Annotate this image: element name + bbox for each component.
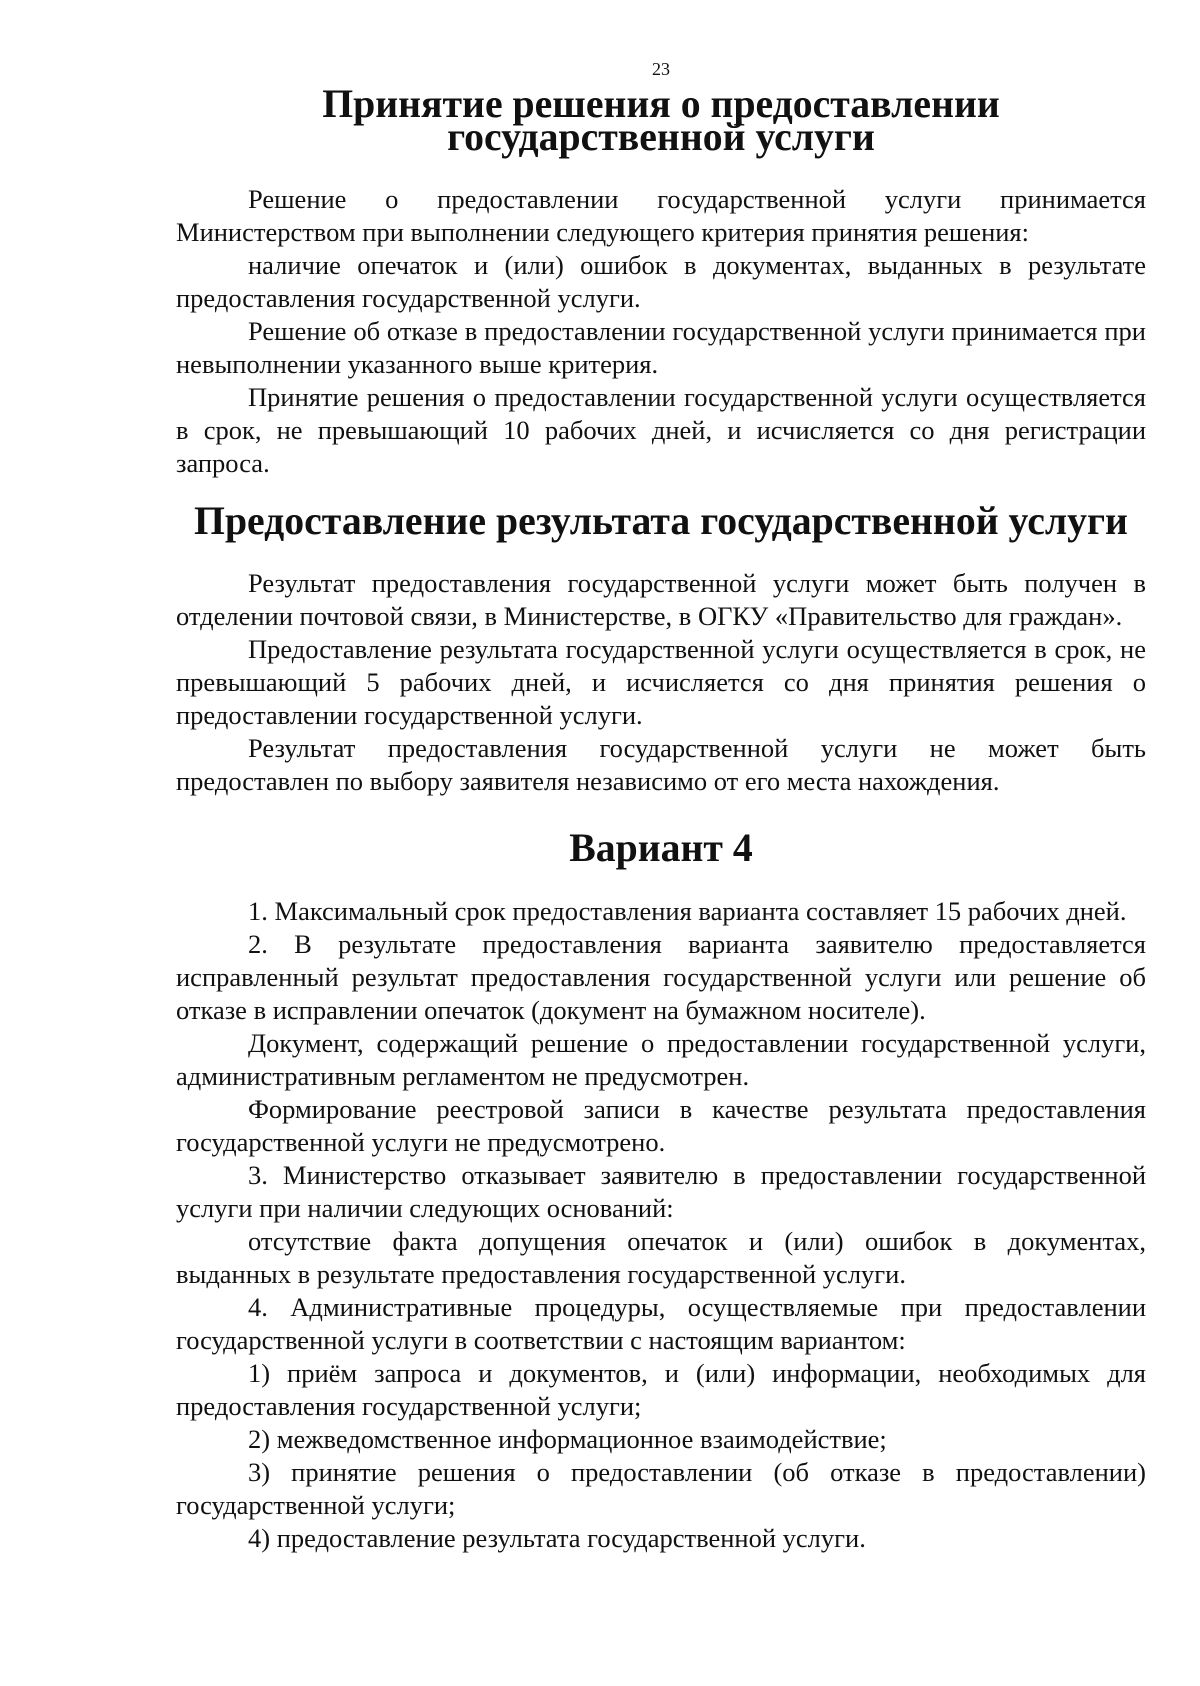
paragraph: 4. Административные процедуры, осуществляемые при предоставлении государственной услуги в соответствии с настоящим вариантом: <box>176 1292 1146 1355</box>
section-variant-4 <box>176 826 1146 1555</box>
section-result <box>176 499 1146 798</box>
section-decision <box>176 82 1146 480</box>
paragraph: Результат предоставления государственной услуги не может быть предоставлен по выбору заявителя независимо от его места нахождения. <box>176 733 1146 796</box>
list-item: 4) предоставление результата государственной услуги. <box>248 1523 866 1553</box>
paragraph: наличие опечаток и (или) ошибок в документах, выданных в результате предоставления государственной услуги. <box>176 250 1146 313</box>
paragraph: Результат предоставления государственной услуги может быть получен в отделении почтовой связи, в Министерстве, в ОГКУ «Правительство для граждан». <box>176 568 1146 631</box>
list-item: 1) приём запроса и документов, и (или) информации, необходимых для предоставления государственной услуги; <box>176 1358 1146 1421</box>
section-heading-variant-4: Вариант 4 <box>569 826 753 870</box>
section-heading-decision: Принятие решения о предоставлении государственной услуги <box>322 82 1000 159</box>
paragraph: Формирование реестровой записи в качестве результата предоставления государственной услуги не предусмотрено. <box>176 1094 1146 1157</box>
paragraph: Решение о предоставлении государственной услуги принимается Министерством при выполнении следующего критерия принятия решения: <box>176 184 1146 247</box>
paragraph: Принятие решения о предоставлении государственной услуги осуществляется в срок, не превышающий 10 рабочих дней, и исчисляется со дня регистрации запроса. <box>176 382 1146 478</box>
paragraph: Решение об отказе в предоставлении государственной услуги принимается при невыполнении указанного выше критерия. <box>176 316 1146 379</box>
section-heading-result: Предоставление результата государственной услуги <box>194 499 1128 543</box>
paragraph: Документ, содержащий решение о предоставлении государственной услуги, административным регламентом не предусмотрен. <box>176 1028 1146 1091</box>
paragraph: отсутствие факта допущения опечаток и (или) ошибок в документах, выданных в результате предоставления государственной услуги. <box>176 1226 1146 1289</box>
list-item: 3) принятие решения о предоставлении (об отказе в предоставлении) государственной услуги; <box>176 1457 1146 1520</box>
list-item: 2) межведомственное информационное взаимодействие; <box>248 1424 887 1454</box>
paragraph: 3. Министерство отказывает заявителю в предоставлении государственной услуги при наличии следующих оснований: <box>176 1160 1146 1223</box>
paragraph: 1. Максимальный срок предоставления варианта составляет 15 рабочих дней. <box>248 896 1127 926</box>
document-page <box>176 58 1146 1555</box>
paragraph: 2. В результате предоставления варианта заявителю предоставляется исправленный результат предоставления государственной услуги или решение об отказе в исправлении опечаток (документ на бумажном носителе). <box>176 929 1146 1025</box>
paragraph: Предоставление результата государственной услуги осуществляется в срок, не превышающий 5 рабочих дней, и исчисляется со дня принятия решения о предоставлении государственной услуги. <box>176 634 1146 730</box>
page-number: 23 <box>652 59 670 79</box>
